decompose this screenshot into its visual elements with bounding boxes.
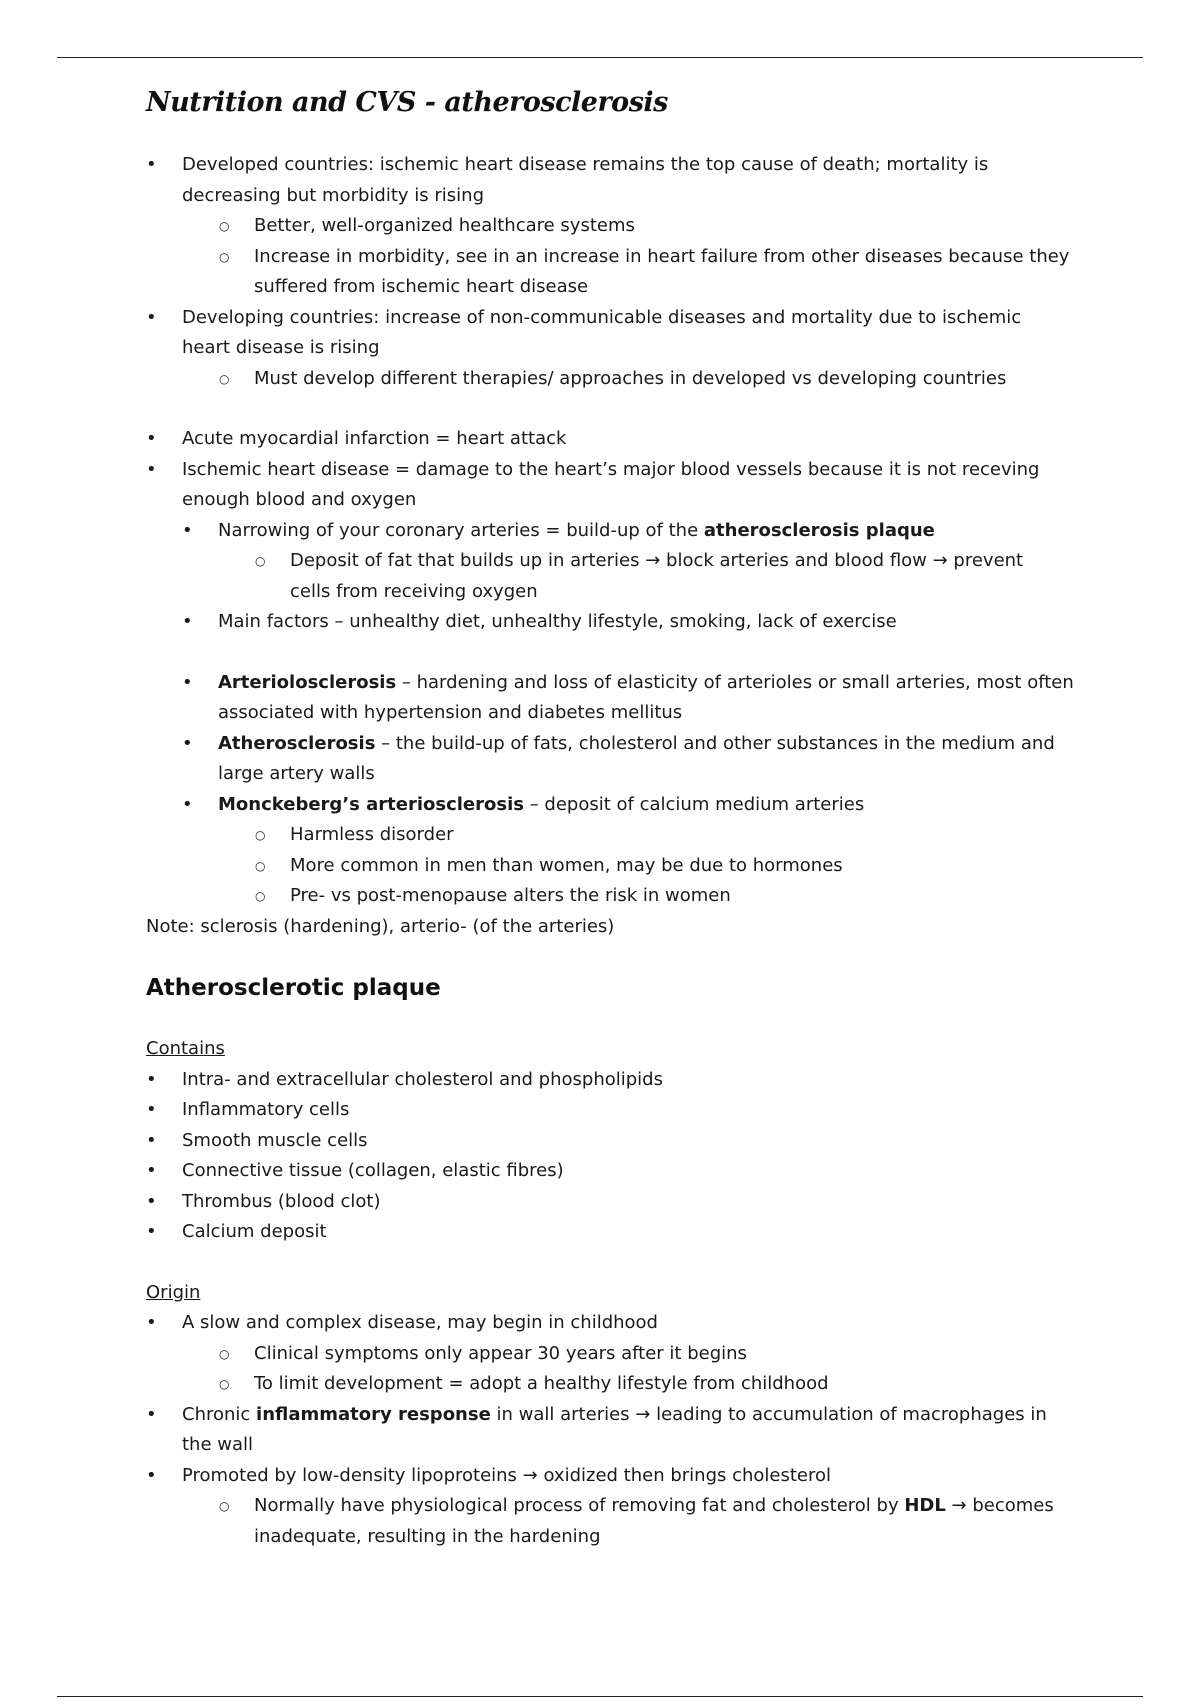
sub-item: ○ Deposit of fat that builds up in arteries → block arteries and blood flow → prevent <box>146 546 1066 577</box>
list-item: • Calcium deposit <box>146 1217 1066 1248</box>
bold-term: Arteriolosclerosis <box>218 671 397 693</box>
sub-item-cont: suffered from ischemic heart disease <box>254 276 589 297</box>
list-item-cont: large artery walls <box>218 763 375 784</box>
sub-item: ○ Better, well-organized healthcare systems <box>146 211 1066 242</box>
contains-list <box>146 1065 1066 1248</box>
list-item: • Developing countries: increase of non-communicable diseases and mortality due to ischemic <box>146 303 1066 334</box>
sub-item: ○ Harmless disorder <box>146 820 1066 851</box>
bold-term: Monckeberg’s arteriosclerosis <box>218 793 524 815</box>
list-item: • Ischemic heart disease = damage to the heart’s major blood vessels because it is not receving <box>146 455 1066 486</box>
list-item: • Chronic inflammatory response in wall arteries → leading to accumulation of macrophages in <box>146 1400 1066 1431</box>
intro-list <box>146 150 1070 394</box>
list-item: • Promoted by low-density lipoproteins → oxidized then brings cholesterol <box>146 1461 1066 1492</box>
types-list <box>146 668 1074 943</box>
sub-item-cont: cells from receiving oxygen <box>290 580 538 602</box>
list-item: • Developed countries: ischemic heart disease remains the top cause of death; mortality is <box>146 150 1066 181</box>
page-title: Nutrition and CVS - atherosclerosis <box>146 87 668 118</box>
bold-term: HDL <box>904 1495 946 1516</box>
top-rule <box>57 57 1143 58</box>
bold-term: atherosclerosis plaque <box>703 519 935 541</box>
list-item: • Thrombus (blood clot) <box>146 1187 1066 1218</box>
list-item-cont: heart disease is rising <box>182 337 380 358</box>
list-item: • Acute myocardial infarction = heart attack <box>146 424 1066 455</box>
list-item-cont: decreasing but morbidity is rising <box>182 184 485 206</box>
list-item: • Connective tissue (collagen, elastic fibres) <box>146 1156 1066 1187</box>
note: Note: sclerosis (hardening), arterio- (of the arteries) <box>146 915 615 937</box>
sub-item: ○ Pre- vs post-menopause alters the risk in women <box>146 881 1066 912</box>
bold-term: Atherosclerosis <box>218 732 376 754</box>
bold-term: inflammatory response <box>256 1403 491 1425</box>
section-heading: Atherosclerotic plaque <box>146 975 441 1001</box>
list-item: • Main factors – unhealthy diet, unhealthy lifestyle, smoking, lack of exercise <box>146 607 1066 638</box>
sub-item: ○ More common in men than women, may be due to hormones <box>146 851 1066 882</box>
list-item: • Arteriolosclerosis – hardening and loss of elasticity of arterioles or small arteries, most often <box>146 668 1066 699</box>
sub-item: ○ To limit development = adopt a healthy lifestyle from childhood <box>146 1369 1066 1400</box>
list-item: • Narrowing of your coronary arteries = build-up of the atherosclerosis plaque <box>146 516 1066 547</box>
origin-label: Origin <box>146 1281 201 1303</box>
sub-item: ○ Normally have physiological process of removing fat and cholesterol by HDL → becomes <box>146 1491 1066 1522</box>
list-item: • Intra- and extracellular cholesterol and phospholipids <box>146 1065 1066 1096</box>
sub-item-cont: inadequate, resulting in the hardening <box>254 1525 601 1547</box>
list-item-cont: associated with hypertension and diabetes mellitus <box>218 702 683 723</box>
list-item: • A slow and complex disease, may begin in childhood <box>146 1308 1066 1339</box>
list-item: • Inflammatory cells <box>146 1095 1066 1126</box>
document-page <box>146 78 1074 1552</box>
sub-item: ○ Clinical symptoms only appear 30 years after it begins <box>146 1339 1066 1370</box>
sub-item: ○ Increase in morbidity, see in an increase in heart failure from other diseases because they <box>146 242 1066 273</box>
list-item: • Atherosclerosis – the build-up of fats, cholesterol and other substances in the medium and <box>146 729 1066 760</box>
bottom-rule <box>57 1696 1143 1697</box>
list-item: • Smooth muscle cells <box>146 1126 1066 1157</box>
list-item-cont: the wall <box>182 1434 254 1455</box>
contains-label: Contains <box>146 1038 225 1059</box>
definitions-list <box>146 424 1066 638</box>
list-item: • Monckeberg’s arteriosclerosis – deposit of calcium medium arteries <box>146 790 1066 821</box>
sub-item: ○ Must develop different therapies/ approaches in developed vs developing countries <box>146 364 1066 395</box>
origin-list <box>146 1308 1066 1552</box>
list-item-cont: enough blood and oxygen <box>182 489 417 510</box>
